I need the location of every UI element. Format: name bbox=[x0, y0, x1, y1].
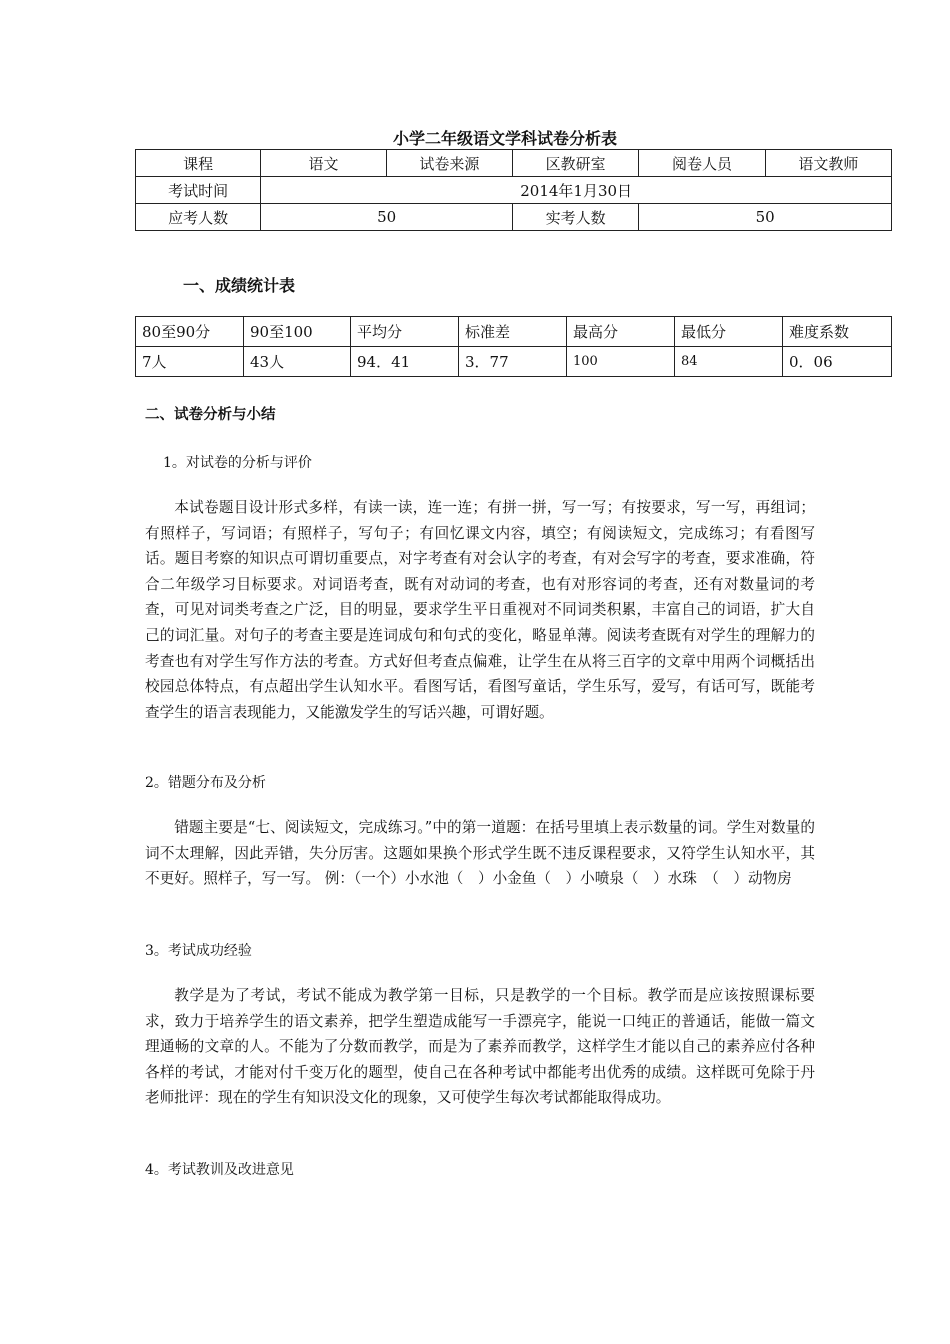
section1-heading: 一、成绩统计表 bbox=[183, 276, 296, 295]
exam-info-table bbox=[135, 149, 892, 231]
paragraph-success: 教学是为了考试，考试不能成为教学第一目标，只是教学的一个目标。教学而是应该按照课标要求，致力于培养学生的语文素养，把学生塑造成能写一手漂亮字，能说一口纯正的普通话，能做一篇文理通畅的文章的人。不能为了分数而教学，而是为了素养而教学，这样学生才能以自己的素养应付各种各样的考试，才能对付千变万化的题型，使自己在各种考试中都能考出优秀的成绩。这样既可免除于丹老师批评：现在的学生有知识没文化的现象，又可使学生每次考试都能取得成功。 bbox=[145, 987, 815, 1107]
score-header: 平均分 bbox=[351, 317, 459, 347]
page-title: 小学二年级语文学科试卷分析表 bbox=[392, 129, 617, 148]
reviewer-value: 语文教师 bbox=[765, 150, 891, 177]
score-header: 80至90分 bbox=[136, 317, 244, 347]
score-header: 最高分 bbox=[567, 317, 675, 347]
date-label: 考试时间 bbox=[136, 177, 261, 204]
section2-heading: 二、试卷分析与小结 bbox=[145, 407, 276, 423]
table-row bbox=[136, 204, 892, 231]
score-header: 90至100 bbox=[244, 317, 351, 347]
score-header: 最低分 bbox=[675, 317, 783, 347]
table-row bbox=[136, 347, 892, 377]
subheading-lessons: 4。考试教训及改进意见 bbox=[145, 1162, 294, 1178]
course-label: 课程 bbox=[136, 150, 261, 177]
paragraph-errors: 错题主要是“七、阅读短文，完成练习。”中的第一道题：在括号里填上表示数量的词。学生对数量的词不太理解，因此弄错，失分厉害。这题如果换个形式学生既不违反课程要求，又符学生认知水平，其不更好。照样子，写一写。 例：（一个）小水池（ ）小金鱼（ ）小喷泉（ ）水珠 （ ）动物房 bbox=[145, 819, 815, 888]
expected-label: 应考人数 bbox=[136, 204, 261, 231]
score-value: 94．41 bbox=[351, 347, 459, 377]
table-row bbox=[136, 317, 892, 347]
subheading-analysis: 1。对试卷的分析与评价 bbox=[163, 455, 312, 471]
subheading-errors: 2。错题分布及分析 bbox=[145, 775, 266, 791]
score-value: 7人 bbox=[136, 347, 244, 377]
expected-value: 50 bbox=[261, 204, 513, 231]
course-value: 语文 bbox=[261, 150, 386, 177]
score-header: 难度系数 bbox=[783, 317, 892, 347]
source-label: 试卷来源 bbox=[386, 150, 512, 177]
score-value: 0．06 bbox=[783, 347, 892, 377]
reviewer-label: 阅卷人员 bbox=[639, 150, 765, 177]
score-value: 84 bbox=[675, 347, 783, 377]
subheading-success: 3。考试成功经验 bbox=[145, 943, 252, 959]
table-row bbox=[136, 150, 892, 177]
score-value: 43人 bbox=[244, 347, 351, 377]
actual-value: 50 bbox=[639, 204, 892, 231]
paragraph-analysis: 本试卷题目设计形式多样，有读一读，连一连；有拼一拼，写一写；有按要求，写一写，再组词；有照样子，写词语；有照样子，写句子；有回忆课文内容，填空；有阅读短文，完成练习；有看图写话。题目考察的知识点可谓切重要点，对字考查有对会认字的考查，有对会写字的考查，要求准确，符合二年级学习目标要求。对词语考查，既有对动词的考查，也有对形容词的考查，还有对数量词的考查，可见对词类考查之广泛，目的明显，要求学生平日重视对不同词类积累，丰富自己的词语，扩大自己的词汇量。对句子的考查主要是连词成句和句式的变化，略显单薄。阅读考查既有对学生的理解力的考查也有对学生写作方法的考查。方式好但考查点偏难，让学生在从将三百字的文章中用两个词概括出校园总体特点，有点超出学生认知水平。看图写话，看图写童话，学生乐写，爱写，有话可写，既能考查学生的语言表现能力，又能激发学生的写话兴趣，可谓好题。 bbox=[145, 499, 815, 721]
table-row bbox=[136, 177, 892, 204]
date-value: 2014年1月30日 bbox=[261, 177, 892, 204]
score-value: 3．77 bbox=[459, 347, 567, 377]
score-value: 100 bbox=[567, 347, 675, 377]
score-header: 标准差 bbox=[459, 317, 567, 347]
source-value: 区教研室 bbox=[512, 150, 638, 177]
score-table bbox=[135, 316, 892, 377]
actual-label: 实考人数 bbox=[512, 204, 638, 231]
